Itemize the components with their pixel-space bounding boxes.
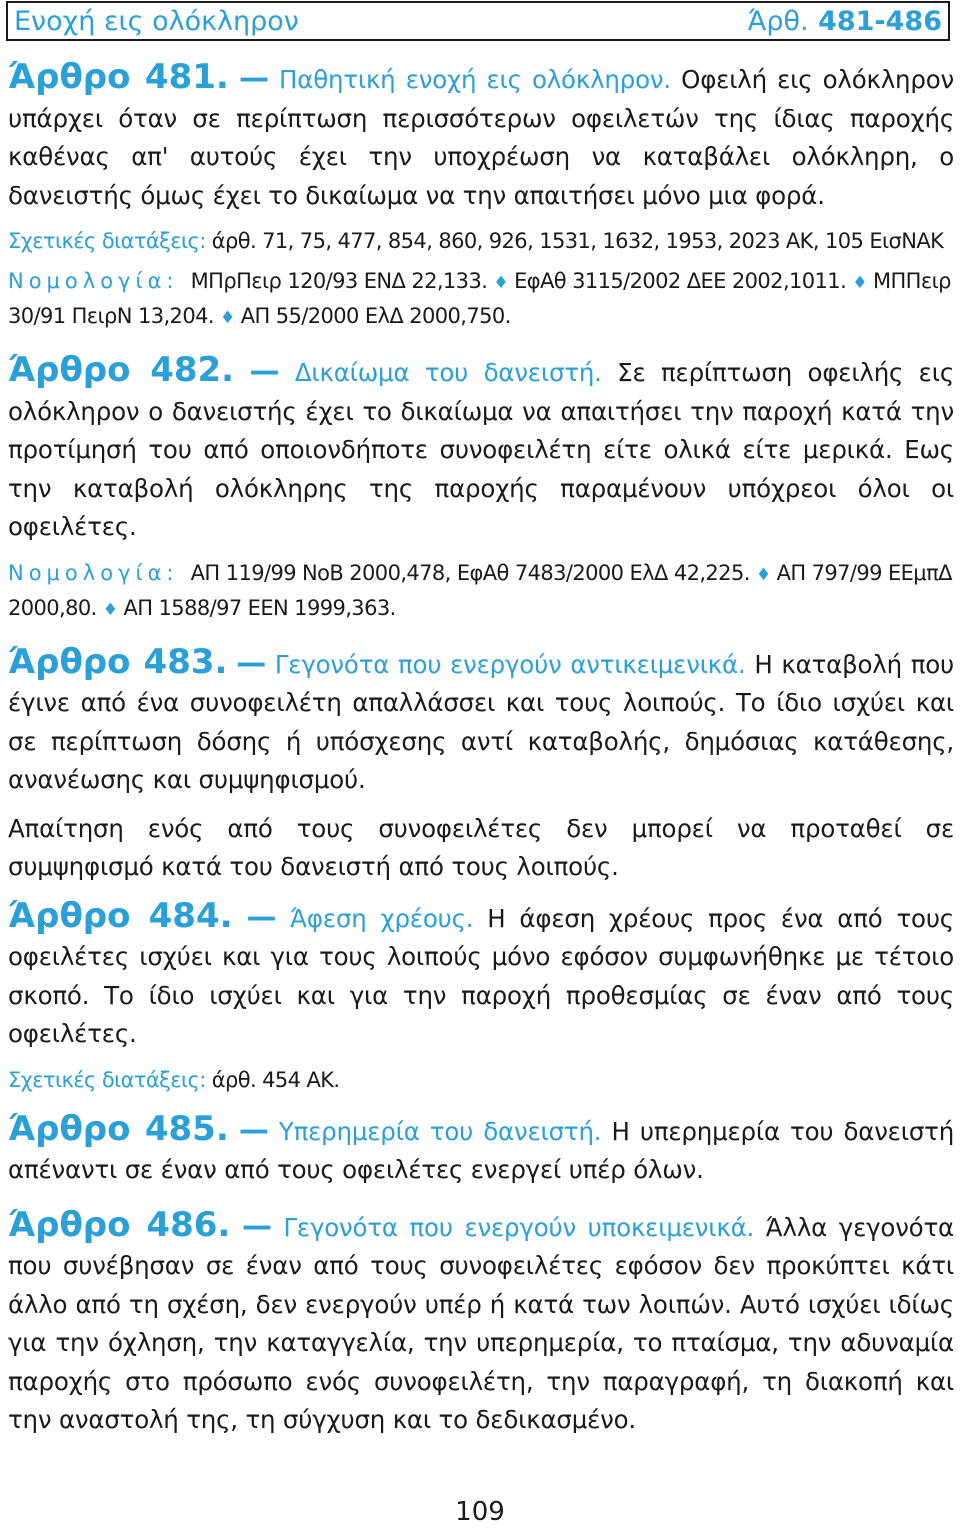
article-dash: — <box>249 354 280 389</box>
jurisprudence-item: ΑΠ 1588/97 ΕΕΝ 1999,363. <box>123 595 396 620</box>
jurisprudence-item: ΑΠ 119/99 ΝοΒ 2000,478, ΕφΑθ 7483/2000 ΕλΔ 42,225. <box>190 560 750 585</box>
jurisprudence-item: ΑΠ 55/2000 ΕλΔ 2000,750. <box>240 304 511 328</box>
article-title: Υπερημερία του δανειστή. <box>278 1116 602 1146</box>
jurisprudence-item: ΜΠρΠειρ 120/93 ΕΝΔ 22,133. <box>190 269 488 293</box>
article-485 <box>8 1110 954 1190</box>
article-text: Άλλα γεγονότα που συνέβησαν σε έναν από τους συνοφειλέτες εφόσον δεν προκύπτει κάτι άλλο από τη σχέση, δεν ενεργούν υπέρ ή κατά των λοιπών. Αυτό ισχύει ιδίως για την όχληση, την καταγγελία, την υπερημερία, το πταίσμα, την αδυναμία παροχής στο πρόσωπο ενός συνοφειλέτη, την παραγραφή, τη διακοπή και την αναστολή της, τη σύγχυση και το δεδικασμένο. <box>8 1212 954 1434</box>
related-provisions-481 <box>8 225 954 257</box>
article-text: Η υπερημερία του δανειστή απέναντι σε έναν από τους οφειλέτες ενεργεί υπέρ όλων. <box>8 1116 955 1184</box>
diamond-bullet-icon: ♦ <box>220 308 235 328</box>
related-provisions-label: Σχετικές διατάξεις: <box>8 229 206 253</box>
article-482 <box>8 351 954 547</box>
article-number: Άρθρο 485. <box>8 1108 229 1149</box>
article-483-paragraph-2: Απαίτηση ενός από τους συνοφειλέτες δεν μπορεί να προταθεί σε συμψηφισμό κατά του δανειστή από τους λοιπούς. <box>8 813 954 881</box>
jurisprudence-481 <box>8 265 954 335</box>
article-text: Οφειλή εις ολόκληρον υπάρχει όταν σε περίπτωση περισσότερων οφειλετών της ίδιας παροχής καθένας απ' αυτούς έχει την υποχρέωση να καταβάλει ολόκληρη, ο δανειστής όμως έχει το δικαίωμα να την απαιτήσει μόνο μια φορά. <box>8 65 954 210</box>
article-481 <box>8 58 954 215</box>
article-dash: — <box>239 61 269 96</box>
article-486 <box>8 1206 954 1440</box>
article-number: Άρθρο 481. <box>8 57 229 97</box>
article-484 <box>8 897 954 1054</box>
related-provisions-text: άρθ. 454 ΑΚ. <box>211 1067 340 1092</box>
article-dash: — <box>236 645 267 681</box>
header-range-numbers: 481-486 <box>818 5 942 37</box>
diamond-bullet-icon: ♦ <box>755 564 771 585</box>
header-range-prefix: Άρθ. <box>747 5 809 37</box>
jurisprudence-label: Νομολογία: <box>8 560 179 585</box>
related-provisions-484 <box>8 1064 954 1096</box>
jurisprudence-482 <box>8 557 954 627</box>
page-content <box>8 58 954 1450</box>
header-article-range <box>748 6 942 37</box>
article-483 <box>8 643 954 800</box>
running-header <box>6 1 950 41</box>
article-dash: — <box>238 1112 269 1148</box>
article-title: Γεγονότα που ενεργούν αντικειμενικά. <box>274 649 746 679</box>
related-provisions-label: Σχετικές διατάξεις: <box>8 1067 206 1092</box>
header-title: Ενοχή εις ολόκληρον <box>14 5 299 37</box>
article-title: Γεγονότα που ενεργούν υποκειμενικά. <box>283 1212 755 1242</box>
related-provisions-text: άρθ. 71, 75, 477, 854, 860, 926, 1531, 1632, 1953, 2023 ΑΚ, 105 ΕισΝΑΚ <box>211 229 944 253</box>
jurisprudence-item: ΕφΑθ 3115/2002 ΔΕΕ 2002,1011. <box>514 269 847 293</box>
article-text: Η άφεση χρέους προς ένα από τους οφειλέτες ισχύει και για τους λοιπούς μόνο εφόσον συμφωνήθηκε με τέτοιο σκοπό. Το ίδιο ισχύει και για την παροχή προθεσμίας σε έναν από τους οφειλέτες. <box>8 903 954 1048</box>
article-title: Παθητική ενοχή εις ολόκληρον. <box>279 65 671 94</box>
article-text: Η καταβολή που έγινε από ένα συνοφειλέτη απαλλάσσει και τους λοιπούς. Το ίδιο ισχύει και σε περίπτωση δόσης ή υπόσχεσης αντί καταβολής, δημόσιας κατάθεσης, ανανέωσης και συμψηφισμού. <box>8 649 955 794</box>
page-number: 109 <box>455 1497 505 1527</box>
article-dash: — <box>246 899 277 935</box>
article-number: Άρθρο 484. <box>8 895 233 936</box>
article-number: Άρθρο 483. <box>8 641 228 682</box>
diamond-bullet-icon: ♦ <box>102 599 118 620</box>
article-number: Άρθρο 482. <box>8 350 235 390</box>
jurisprudence-item: ΑΠ 797/99 ΕΕμπΔ 2000,80. <box>8 560 952 620</box>
jurisprudence-item: ΜΠΠειρ 30/91 ΠειρΝ 13,204. <box>8 269 951 328</box>
article-number: Άρθρο 486. <box>8 1204 231 1245</box>
article-text: Σε περίπτωση οφειλής εις ολόκληρον ο δανειστής έχει το δικαίωμα να απαιτήσει την παροχή κατά την προτίμησή του από οποιονδήποτε συνοφειλέτη είτε ολικά είτε μερικά. Εως την καταβολή ολόκληρης της παροχής παραμένουν υπόχρεοι όλοι οι οφειλέτες. <box>8 358 954 541</box>
diamond-bullet-icon: ♦ <box>493 273 508 293</box>
jurisprudence-label: Νομολογία: <box>8 269 179 293</box>
diamond-bullet-icon: ♦ <box>852 273 867 293</box>
article-dash: — <box>241 1208 272 1244</box>
article-title: Άφεση χρέους. <box>290 903 474 933</box>
article-title: Δικαίωμα του δανειστή. <box>294 358 602 387</box>
